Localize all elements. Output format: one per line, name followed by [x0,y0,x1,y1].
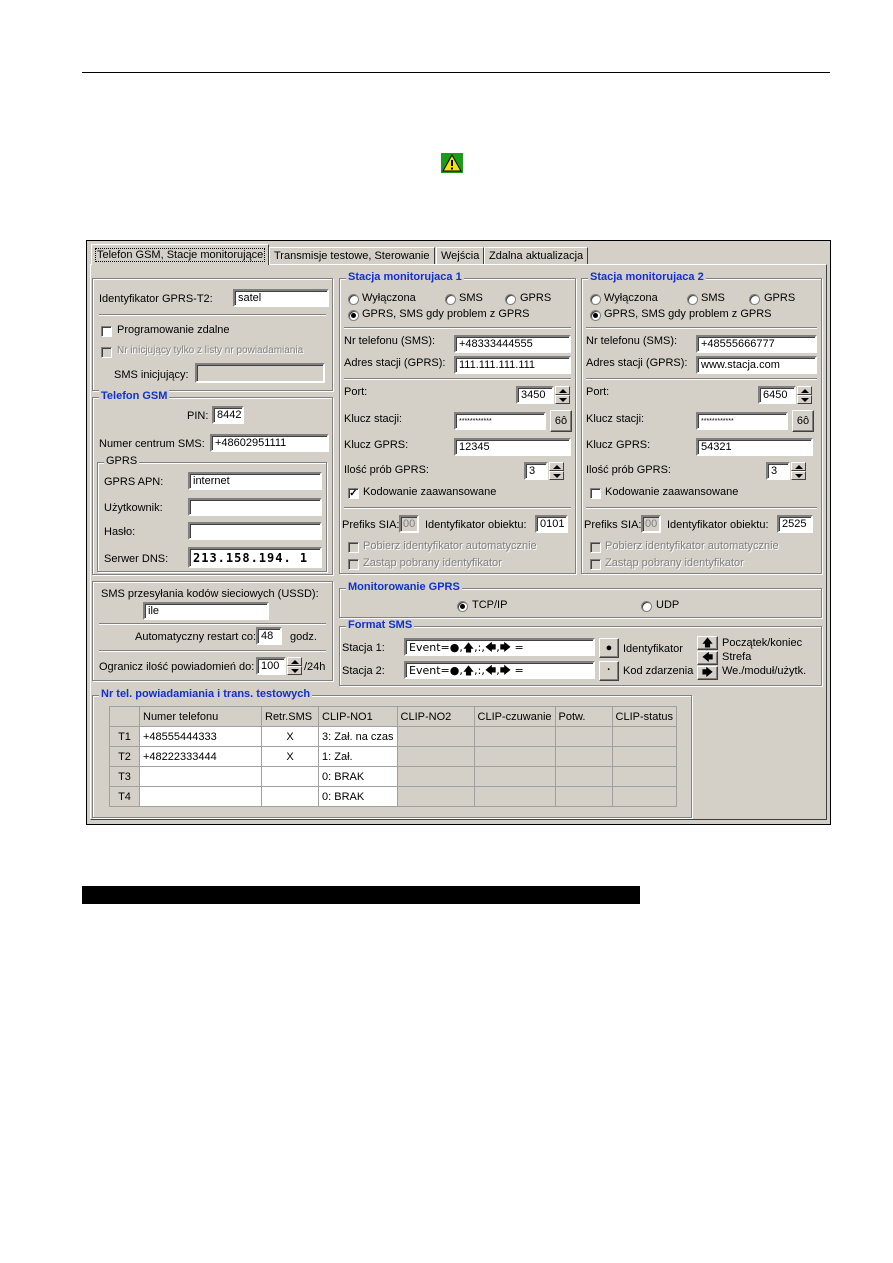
settings-window [86,240,831,825]
header-index [110,707,140,727]
udp-label: UDP [656,599,680,611]
clip-no1-cell[interactable]: 1: Zał. [319,747,398,767]
station1-tries-input[interactable]: 3 [524,462,548,480]
clip-status-cell [612,727,676,747]
divider [344,327,571,329]
station1-group [339,271,576,574]
header-clip-czuwanie[interactable]: CLIP-czuwanie [474,707,555,727]
station1-replace-id-label: Zastąp pobrany identyfikator [363,557,502,569]
s2-label: Stacja 2: [342,665,385,677]
clip-czuwanie-cell [474,787,555,807]
station2-gprs-label: GPRS [764,292,796,304]
sms-center-label: Numer centrum SMS: [99,438,205,450]
clip-status-cell [612,787,676,807]
station2-tries-spinner[interactable] [791,462,806,480]
clip-no2-cell [397,727,474,747]
station1-both-label: GPRS, SMS gdy problem z GPRS [362,308,530,320]
gprs-group [97,455,327,572]
station2-show-key-button[interactable]: 6ô [792,410,814,432]
divider [586,378,817,380]
station2-gprs-key-label: Klucz GPRS: [586,439,651,451]
clip-czuwanie-cell [474,727,555,747]
row-label: T2 [110,747,140,767]
id-label: Identyfikator GPRS-T2: [99,293,213,305]
station2-gprs-key-input[interactable]: 54321 [696,438,813,456]
arrow-up-icon: 🡅 [701,637,714,649]
station1-tries-spinner[interactable] [549,462,564,480]
station2-obj-label: Identyfikator obiektu: [667,519,769,531]
station2-auto-id-checkbox[interactable] [590,542,601,553]
clip-status-cell [612,747,676,767]
retr-sms-cell[interactable] [262,767,319,787]
station2-sms-label: SMS [701,292,725,304]
potw-cell [555,787,612,807]
station2-key-input[interactable]: ************ [696,412,788,430]
station1-port-spinner[interactable] [555,386,570,404]
row-label: T4 [110,787,140,807]
station1-adv-label: Kodowanie zaawansowane [363,486,497,498]
station1-off-label: Wyłączona [362,292,416,304]
table-header-row [110,707,677,727]
password-input[interactable] [188,522,322,540]
insert-event-code-button[interactable]: · [599,661,619,681]
divider [344,378,571,380]
general-group [92,278,333,391]
clip-status-cell [612,767,676,787]
station2-off-radio[interactable] [590,294,601,305]
station2-key-label: Klucz stacji: [586,413,645,425]
station1-gprs-key-label: Klucz GPRS: [344,439,409,451]
divider [99,314,326,316]
insert-zone-button[interactable] [697,651,718,665]
section-heading-bar [82,886,640,904]
station1-sia-label: Prefiks SIA: [342,519,400,531]
potw-cell [555,747,612,767]
retr-sms-cell[interactable]: X [262,727,319,747]
station1-gprs-key-input[interactable]: 12345 [454,438,571,456]
udp-radio[interactable] [641,601,652,612]
s1-format-input[interactable]: Event=●,🡅,:,🡄,🡆 = [404,638,595,656]
dns-label: Serwer DNS: [104,553,169,565]
station2-port-spinner[interactable] [797,386,812,404]
sms-init-input[interactable] [195,363,325,383]
clip-no2-cell [397,787,474,807]
station1-off-radio[interactable] [348,294,359,305]
tcp-radio[interactable] [457,601,468,612]
tcp-label: TCP/IP [472,599,508,611]
station2-auto-id-label: Pobierz identyfikator automatycznie [605,540,779,552]
s1-label: Stacja 1: [342,642,385,654]
only-list-checkbox[interactable] [101,347,112,358]
password-label: Hasło: [104,526,136,538]
station1-port-label: Port: [344,386,368,398]
station1-sms-label: SMS [459,292,483,304]
restart-input[interactable]: 48 [256,627,282,645]
potw-cell [555,767,612,787]
station2-group [581,271,822,574]
station2-sia-input[interactable]: 00 [641,515,661,533]
row-label: T3 [110,767,140,787]
table-row [110,727,677,747]
numbers-group [92,688,692,818]
station1-sia-input[interactable]: 00 [399,515,419,533]
station2-adv-label: Kodowanie zaawansowane [605,486,739,498]
divider [344,507,571,509]
station2-title: Stacja monitorujaca 2 [590,271,704,283]
tab-gsm-stations[interactable]: Telefon GSM, Stacje monitorujące [91,244,269,265]
identifier-label: Identyfikator [623,643,683,655]
apn-input[interactable]: internet [188,472,322,490]
gsm-group [92,390,333,575]
station2-addr-input[interactable]: www.stacja.com [696,356,817,374]
station1-addr-label: Adres stacji (GPRS): [344,357,446,369]
station2-port-input[interactable]: 6450 [758,386,796,404]
clip-no2-cell [397,767,474,787]
s2-format-input[interactable]: Event=●,🡅,:,🡄,🡆 = [404,661,595,679]
numbers-title: Nr tel. powiadamiania i trans. testowych [101,688,311,700]
phone-cell[interactable] [140,787,262,807]
station2-both-label: GPRS, SMS gdy problem z GPRS [604,308,772,320]
tab-test-transmissions[interactable]: Transmisje testowe, Sterowanie [269,247,435,264]
retr-sms-cell[interactable]: X [262,747,319,767]
divider [99,650,326,652]
station1-key-input[interactable]: ************ [454,412,546,430]
station1-key-label: Klucz stacji: [344,413,403,425]
station1-port-input[interactable]: 3450 [516,386,554,404]
limit-label: Ogranicz ilość powiadomień do: [99,661,255,673]
header-clip-no2[interactable]: CLIP-NO2 [397,707,474,727]
table-row [110,747,677,767]
tab-inputs[interactable]: Wejścia [436,247,484,264]
station2-tel-input[interactable]: +48555666777 [696,335,817,353]
station2-replace-id-label: Zastąp pobrany identyfikator [605,557,744,569]
remote-prog-label: Programowanie zdalne [117,324,230,336]
event-code-label: Kod zdarzenia [623,665,694,677]
user-input[interactable] [188,498,322,516]
clip-no1-cell[interactable]: 3: Zał. na czas [319,727,398,747]
phone-cell[interactable] [140,767,262,787]
insert-input-module-user-button[interactable] [697,666,718,680]
station2-tel-label: Nr telefonu (SMS): [586,335,678,347]
pin-input[interactable]: 8442 [212,406,244,424]
insert-start-end-button[interactable] [697,636,718,650]
table-row [110,767,677,787]
station2-both-radio[interactable] [590,310,601,321]
station1-replace-id-checkbox[interactable] [348,559,359,570]
start-end-label: Początek/koniec [722,637,803,649]
user-label: Użytkownik: [104,502,163,514]
numbers-table [109,706,677,807]
sms-format-group [339,619,822,686]
station2-adv-checkbox[interactable] [590,488,601,499]
station2-port-label: Port: [586,386,610,398]
header-clip-no1[interactable]: CLIP-NO1 [319,707,398,727]
dns-input[interactable]: 213.158.194. 1 [188,547,322,568]
station2-tries-input[interactable]: 3 [766,462,790,480]
station2-gprs-radio[interactable] [749,294,760,305]
header-phone[interactable]: Numer telefonu [140,707,262,727]
station1-obj-label: Identyfikator obiektu: [425,519,527,531]
warning-icon [441,153,463,173]
station1-title: Stacja monitorujaca 1 [348,271,462,283]
clip-no1-cell[interactable]: 0: BRAK [319,767,398,787]
apn-label: GPRS APN: [104,476,164,488]
gsm-title: Telefon GSM [101,390,168,402]
clip-no2-cell [397,747,474,767]
ussd-label: SMS przesyłania kodów sieciowych (USSD): [101,588,319,600]
id-input[interactable]: satel [233,289,329,307]
station1-obj-input[interactable]: 0101 [535,515,568,533]
station2-replace-id-checkbox[interactable] [590,559,601,570]
pin-label: PIN: [187,410,209,422]
station1-sms-radio[interactable] [445,294,456,305]
station1-auto-id-label: Pobierz identyfikator automatycznie [363,540,537,552]
limit-spinner[interactable] [287,657,302,675]
input-module-user-label: We./moduł/użytk. [722,665,807,677]
station2-sms-radio[interactable] [687,294,698,305]
header-retr-sms[interactable]: Retr.SMS [262,707,319,727]
arrow-right-icon: 🡆 [701,667,714,679]
sms-center-input[interactable]: +48602951111 [210,434,329,452]
clip-czuwanie-cell [474,767,555,787]
station2-sia-label: Prefiks SIA: [584,519,642,531]
only-list-label: Nr inicjujący tylko z listy nr powiadamiania [117,345,304,356]
divider [99,623,326,625]
restart-unit: godz. [290,631,317,643]
station1-tel-input[interactable]: +48333444555 [454,335,571,353]
clip-no1-cell[interactable]: 0: BRAK [319,787,398,807]
phone-cell[interactable]: +48222333444 [140,747,262,767]
ussd-group [92,581,333,681]
row-label: T1 [110,727,140,747]
clip-czuwanie-cell [474,747,555,767]
monitoring-title: Monitorowanie GPRS [348,581,460,593]
ussd-input[interactable]: ile [143,602,269,620]
station2-off-label: Wyłączona [604,292,658,304]
insert-identifier-button[interactable]: ● [599,638,619,658]
monitoring-group [339,581,822,618]
station2-obj-input[interactable]: 2525 [777,515,813,533]
station2-tries-label: Ilość prób GPRS: [586,464,671,476]
limit-unit: /24h [304,661,326,673]
station1-auto-id-checkbox[interactable] [348,542,359,553]
station1-tries-label: Ilość prób GPRS: [344,464,429,476]
divider [586,507,817,509]
retr-sms-cell[interactable] [262,787,319,807]
gprs-title: GPRS [106,455,138,467]
table-row [110,787,677,807]
arrow-left-icon: 🡄 [701,652,714,664]
station1-tel-label: Nr telefonu (SMS): [344,335,436,347]
station1-adv-checkbox[interactable]: ✓ [349,488,358,499]
station1-gprs-label: GPRS [520,292,552,304]
station1-show-key-button[interactable]: 6ô [550,410,572,432]
sms-format-title: Format SMS [348,619,413,631]
station1-both-radio[interactable] [348,310,359,321]
limit-input[interactable]: 100 [256,657,286,675]
divider [586,327,817,329]
phone-cell[interactable]: +48555444333 [140,727,262,747]
header-potw[interactable]: Potw. [555,707,612,727]
zone-label: Strefa [722,651,752,663]
remote-prog-checkbox[interactable] [101,326,112,337]
restart-label: Automatyczny restart co: [135,631,257,643]
station1-addr-input[interactable]: 111.111.111.111 [454,356,571,374]
page-header-rule [82,72,830,73]
tab-remote-update[interactable]: Zdalna aktualizacja [484,247,588,264]
potw-cell [555,727,612,747]
header-clip-status[interactable]: CLIP-status [612,707,676,727]
sms-init-label: SMS inicjujący: [114,369,189,381]
station1-gprs-radio[interactable] [505,294,516,305]
station2-addr-label: Adres stacji (GPRS): [586,357,688,369]
